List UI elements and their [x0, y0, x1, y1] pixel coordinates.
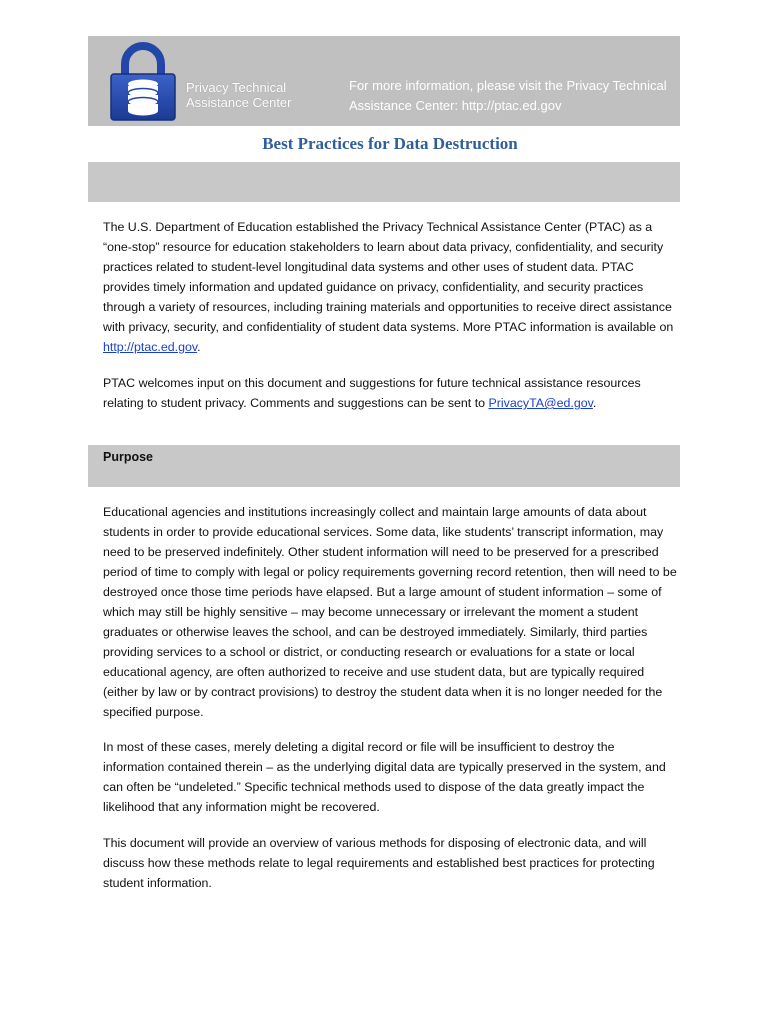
privacy-email-link[interactable]: PrivacyTA@ed.gov: [488, 396, 593, 410]
purpose-paragraph-3: This document will provide an overview of various methods for disposing of electronic data, and will discuss how these methods relate to legal requirements and established best practices for protecting student information.: [103, 836, 655, 890]
intro-paragraph-2: [103, 373, 678, 413]
intro-paragraph-2-end: .: [592, 396, 597, 410]
org-name: [186, 80, 326, 110]
padlock-database-icon: [108, 42, 178, 122]
purpose-paragraph-1: Educational agencies and institutions increasingly collect and maintain large amounts of data about students in order to provide educational services. Some data, like students’ transcript information, may need to be preserved indefinitely. Other student information will need to be preserved for a prescribed period of time to comply with legal or policy requirements governing record retention, then will need to be destroyed once those time periods have elapsed. But a large amount of student information – some of which may still be highly sensitive – may become unnecessary or irrelevant the moment a student graduates or otherwise leaves the school, and can be destroyed immediately. Similarly, third parties providing services to a school or district, or conducting research or evaluations for a state or local educational agency, are often authorized to receive and use student data, but are typically required (either by law or by contract provisions) to destroy the student data when it is no longer needed for the specified purpose.: [103, 505, 677, 719]
purpose-paragraph-2: In most of these cases, merely deleting a digital record or file will be insufficient to destroy the information contained therein – as the underlying digital data are typically preserved in the system, and can often be “undeleted.” Specific technical methods used to dispose of the data greatly impact the likelihood that any information might be recovered.: [103, 740, 666, 814]
more-info-text: For more information, please visit the Privacy Technical Assistance Center: http://ptac.ed.gov: [349, 78, 667, 113]
org-name-line2: Assistance Center: [186, 95, 292, 110]
title-divider-band: [88, 162, 680, 202]
intro-paragraph-2-text: PTAC welcomes input on this document and suggestions for future technical assistance resources relating to student privacy. Comments and suggestions can be sent to: [103, 376, 641, 410]
org-name-line1: Privacy Technical: [186, 80, 287, 95]
intro-paragraph-1: [103, 217, 678, 357]
intro-paragraph-1-end: .: [197, 340, 201, 354]
purpose-section-band: [88, 445, 680, 487]
intro-paragraph-1-text: The U.S. Department of Education established the Privacy Technical Assistance Center (PTAC) as a “one-stop” resource for education stakeholders to learn about data privacy, confidentiality, and security practices related to student-level longitudinal data systems and other uses of student data. PTAC provides timely information and updated guidance on privacy, confidentiality, and security practices through a variety of resources, including training materials and opportunities to receive direct assistance with privacy, security, and confidentiality of student data systems. More PTAC information is available on: [103, 220, 674, 334]
page-title: Best Practices for Data Destruction: [262, 134, 518, 153]
purpose-heading: Purpose: [103, 450, 154, 464]
ptac-website-link[interactable]: http://ptac.ed.gov: [103, 340, 198, 354]
